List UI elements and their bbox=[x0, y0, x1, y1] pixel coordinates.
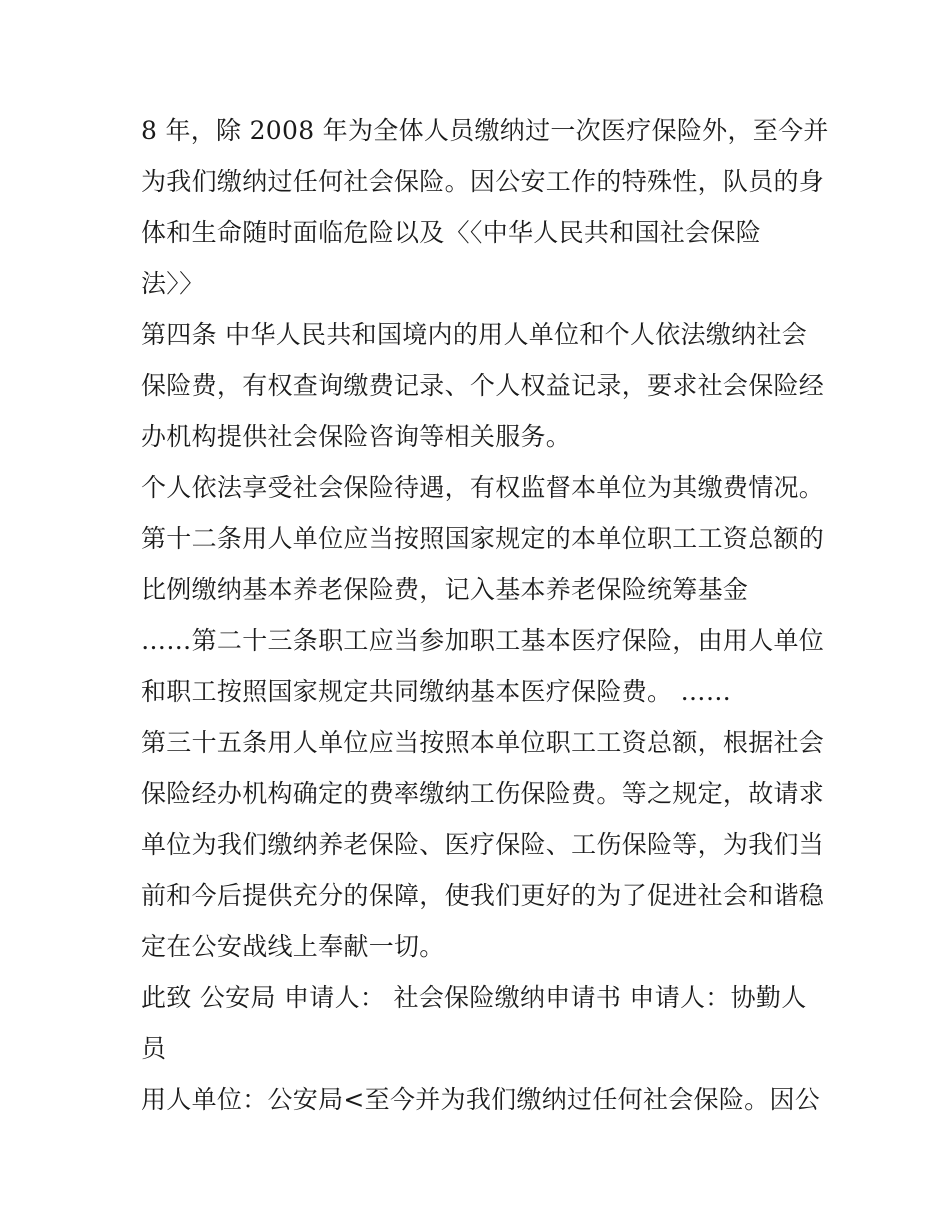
text-line: 员 bbox=[141, 1034, 167, 1063]
text-line: 保险费，有权查询缴费记录、个人权益记录，要求社会保险经 bbox=[141, 371, 825, 400]
text-line: 定在公安战线上奉献一切。 bbox=[141, 932, 445, 961]
text-line: 用人单位：公安局<至今并为我们缴纳过任何社会保险。因公 bbox=[141, 1085, 821, 1114]
text-line: 第四条 中华人民共和国境内的用人单位和个人依法缴纳社会 bbox=[141, 320, 808, 349]
text-line: 办机构提供社会保险咨询等相关服务。 bbox=[141, 422, 572, 451]
text-line: 体和生命随时面临危险以及〈〈中华人民共和国社会保险 bbox=[141, 218, 762, 247]
text-line: 此致 公安局 申请人： 社会保险缴纳申请书 申请人：协勤人 bbox=[141, 983, 807, 1012]
text-line: 保险经办机构确定的费率缴纳工伤保险费。等之规定，故请求 bbox=[141, 779, 825, 808]
text-line: 前和今后提供充分的保障，使我们更好的为了促进社会和谐稳 bbox=[141, 881, 825, 910]
text-line: ……第二十三条职工应当参加职工基本医疗保险，由用人单位 bbox=[141, 626, 825, 655]
text-line: 8 年，除 2008 年为全体人员缴纳过一次医疗保险外，至今并 bbox=[141, 116, 829, 145]
document-body bbox=[141, 105, 829, 1125]
text-line: 第三十五条用人单位应当按照本单位职工工资总额，根据社会 bbox=[141, 728, 825, 757]
text-line: 法〉〉 bbox=[141, 269, 205, 298]
text-line: 和职工按照国家规定共同缴纳基本医疗保险费。 …… bbox=[141, 677, 732, 706]
text-line: 第十二条用人单位应当按照国家规定的本单位职工工资总额的 bbox=[141, 524, 825, 553]
text-line: 单位为我们缴纳养老保险、医疗保险、工伤保险等，为我们当 bbox=[141, 830, 825, 859]
text-line: 为我们缴纳过任何社会保险。因公安工作的特殊性，队员的身 bbox=[141, 167, 825, 196]
text-line: 个人依法享受社会保险待遇，有权监督本单位为其缴费情况。 bbox=[141, 473, 825, 502]
text-line: 比例缴纳基本养老保险费，记入基本养老保险统筹基金 bbox=[141, 575, 749, 604]
